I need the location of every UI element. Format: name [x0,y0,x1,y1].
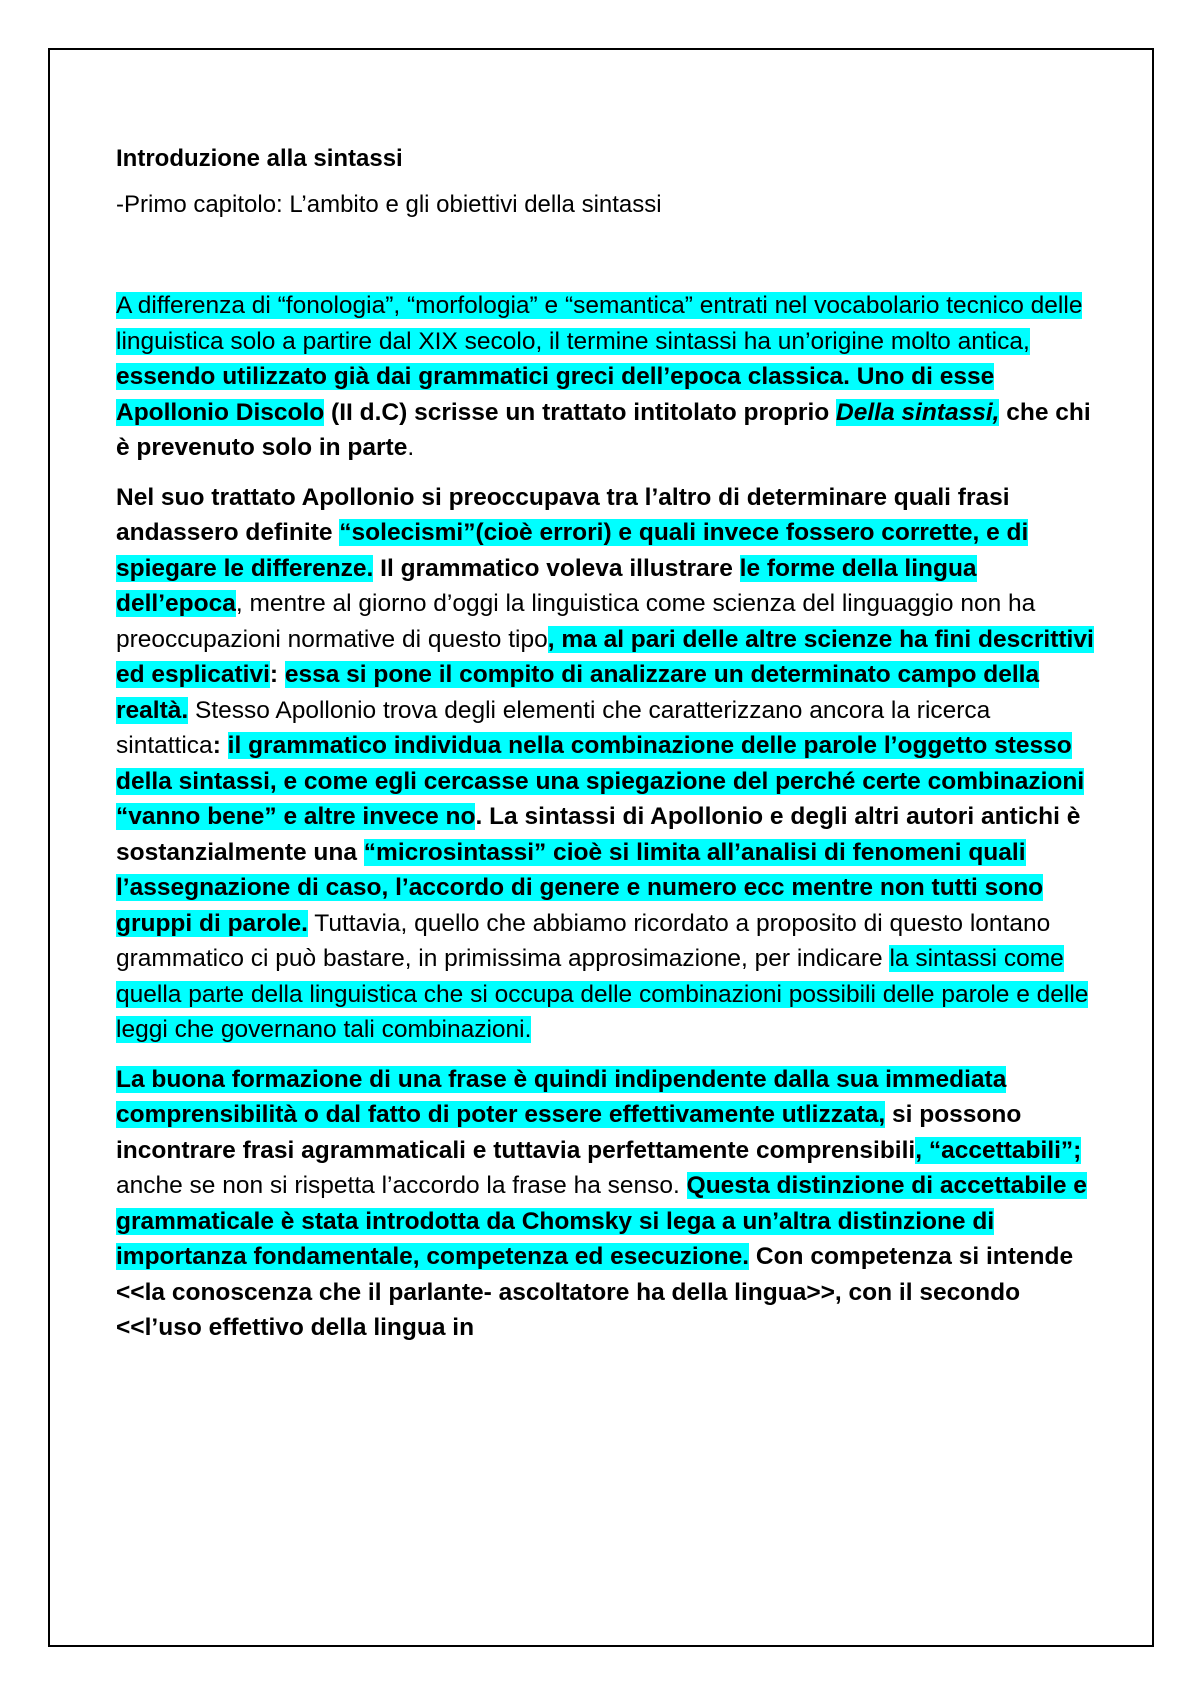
text-run: si possono incontrare frasi agrammaticali e tuttavia perfettamente comprensibili [116,1101,1022,1164]
highlighted-text: , ma al pari delle altre scienze ha fini descrittivi ed esplicativi [116,625,1094,688]
highlighted-text: “microsintassi” cioè si limita all’analisi di fenomeni quali l’assegnazione di caso, l’accordo di genere e numero ecc mentre non tutti sono gruppi di parole. [116,838,1044,937]
highlighted-text: Uno di esse Apollonio Discolo [116,363,995,426]
paragraph-2 [116,480,1096,1048]
text-run: Con competenza si intende <<la conoscenza che il parlante- ascoltatore ha della lingua>>, con il secondo <<l’uso effettivo della lingua in [116,1243,1074,1341]
highlighted-text: Della sintassi, [836,398,1000,426]
text-run: , mentre al giorno d’oggi la linguistica come scienza del linguaggio non ha preoccupazioni normative di questo tipo [116,590,1036,653]
text-run: che chi è prevenuto solo in parte [116,398,1091,461]
text-run: (II d.C) scrisse un trattato intitolato proprio [324,398,837,426]
highlighted-text: essa si pone il compito di analizzare un determinato campo della realtà. [116,661,1040,724]
text-run: Stesso Apollonio trova degli elementi che caratterizzano ancora la ricerca sintattica [116,696,991,759]
paragraphs [116,288,1096,1346]
highlighted-text: il grammatico individua nella combinazione delle parole l’oggetto stesso della sintassi, e come egli cercasse una spiegazione del perché certe combinazioni “vanno bene” e altre invece no [116,732,1085,830]
document-body [116,142,1096,1360]
document-title: Introduzione alla sintassi [116,145,403,172]
text-run: . [407,434,415,461]
text-run: . La sintassi di Apollonio e degli altri autori antichi è sostanzialmente una [116,803,1081,866]
highlighted-text: le forme della lingua dell’epoca [116,554,977,617]
highlighted-text: , “accettabili”; [915,1136,1082,1164]
paragraph-3 [116,1062,1096,1346]
text-run: Nel suo trattato Apollonio si preoccupava tra l’altro di determinare quali frasi andassero definite [116,483,1010,546]
chapter-subtitle: -Primo capitolo: L’ambito e gli obiettivi della sintassi [116,191,662,218]
text-run: Tuttavia, quello che abbiamo ricordato a proposito di questo lontano grammatico ci può bastare, in primissima approsimazione, per indicare [116,909,1051,972]
highlighted-text: A differenza di “fonologia”, “morfologia” e “semantica” entrati nel vocabolario tecnico delle linguistica solo a partire dal XIX secolo, il termine sintassi ha un’origine molto antica, [116,292,1083,355]
text-run: : [269,661,285,688]
text-run: : [212,732,228,759]
highlighted-text: “solecismi”(cioè errori) e quali invece fossero corrette, e di spiegare le differenze. [116,519,1029,582]
highlighted-text: La buona formazione di una frase è quindi indipendente dalla sua immediata comprensibilità o dal fatto di poter essere effettivamente utlizzata, [116,1065,1007,1128]
text-run: anche se non si rispetta l’accordo la frase ha senso. [116,1172,687,1199]
highlighted-text: la sintassi come quella parte della linguistica che si occupa delle combinazioni possibili delle parole e delle leggi che governano tali combinazioni. [116,945,1089,1043]
text-run: Il grammatico voleva illustrare [373,554,740,582]
paragraph-1 [116,288,1096,466]
highlighted-text: Questa distinzione di accettabile e grammaticale è stata introdotta da Chomsky si lega a un’altra distinzione di importanza fondamentale, competenza ed esecuzione. [116,1172,1087,1270]
highlighted-text: essendo utilizzato già dai grammatici greci dell’epoca classica. [116,363,850,390]
